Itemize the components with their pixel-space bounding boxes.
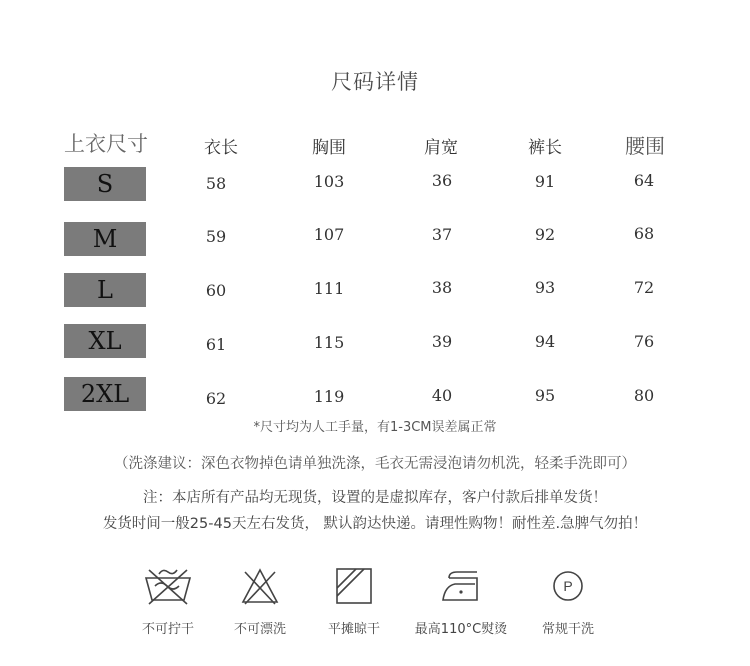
cell-chest: 115 (313, 333, 345, 352)
measurement-note: *尺寸均为人工手量，有1-3CM误差属正常 (253, 420, 497, 435)
cell-shoulder: 39 (431, 332, 453, 351)
cell-length: 62 (205, 389, 227, 408)
cell-chest: 111 (313, 279, 345, 298)
header-chest: 胸围 (312, 138, 346, 158)
size-row-s (0, 167, 750, 201)
cell-shoulder: 38 (431, 278, 453, 297)
size-label: L (64, 273, 146, 307)
cell-chest: 103 (313, 172, 345, 191)
size-label: M (64, 222, 146, 256)
no-wring-icon (143, 566, 193, 606)
cell-shoulder: 37 (431, 225, 453, 244)
size-row-xl (0, 324, 750, 358)
dry-clean-icon (548, 566, 588, 606)
cell-waist: 68 (633, 224, 655, 243)
dry-clean-symbol: P (563, 578, 573, 594)
shipping-notice: 发货时间一般25-45天左右发货， 默认韵达快递。请理性购物！耐性差.急脾气勿拍！ (102, 516, 648, 532)
cell-pants-length: 91 (534, 172, 556, 191)
header-length: 衣长 (204, 138, 238, 158)
care-label: 不可拧干 (141, 622, 194, 637)
cell-length: 59 (205, 227, 227, 246)
cell-length: 61 (205, 335, 227, 354)
care-no-bleach (210, 566, 310, 637)
size-label: 2XL (64, 377, 146, 411)
wash-advice: （洗涤建议：深色衣物掉色请单独洗涤，毛衣无需浸泡请勿机洗，轻柔手洗即可） (114, 456, 636, 472)
stock-notice: 注：本店所有产品均无现货，设置的是虚拟库存，客户付款后排单发货！ (143, 490, 607, 506)
header-top-size: 上衣尺寸 (64, 132, 148, 156)
care-label: 平摊晾干 (327, 622, 380, 637)
care-label: 最高110°C熨烫 (414, 622, 508, 637)
size-row-m (0, 222, 750, 256)
cell-shoulder: 40 (431, 386, 453, 405)
header-shoulder: 肩宽 (424, 138, 458, 158)
no-bleach-icon (239, 566, 281, 606)
cell-chest: 119 (313, 387, 345, 406)
care-label: 不可漂洗 (233, 622, 286, 637)
cell-length: 60 (205, 281, 227, 300)
cell-chest: 107 (313, 225, 345, 244)
care-label: 常规干洗 (541, 622, 594, 637)
header-pants-length: 裤长 (528, 138, 562, 158)
cell-shoulder: 36 (431, 171, 453, 190)
cell-pants-length: 94 (534, 332, 556, 351)
header-waist: 腰围 (625, 134, 665, 158)
care-iron (411, 566, 511, 637)
size-label: S (64, 167, 146, 201)
cell-pants-length: 95 (534, 386, 556, 405)
care-dry-clean (518, 566, 618, 637)
flat-dry-icon (334, 566, 374, 606)
care-no-wring (118, 566, 218, 637)
care-flat-dry (304, 566, 404, 637)
cell-pants-length: 92 (534, 225, 556, 244)
cell-pants-length: 93 (534, 278, 556, 297)
iron-icon (439, 566, 483, 606)
size-label: XL (64, 324, 146, 358)
size-row-2xl (0, 377, 750, 411)
size-row-l (0, 273, 750, 307)
page-title: 尺码详情 (331, 70, 419, 94)
cell-waist: 76 (633, 332, 655, 351)
cell-waist: 64 (633, 171, 655, 190)
cell-waist: 80 (633, 386, 655, 405)
cell-length: 58 (205, 174, 227, 193)
cell-waist: 72 (633, 278, 655, 297)
